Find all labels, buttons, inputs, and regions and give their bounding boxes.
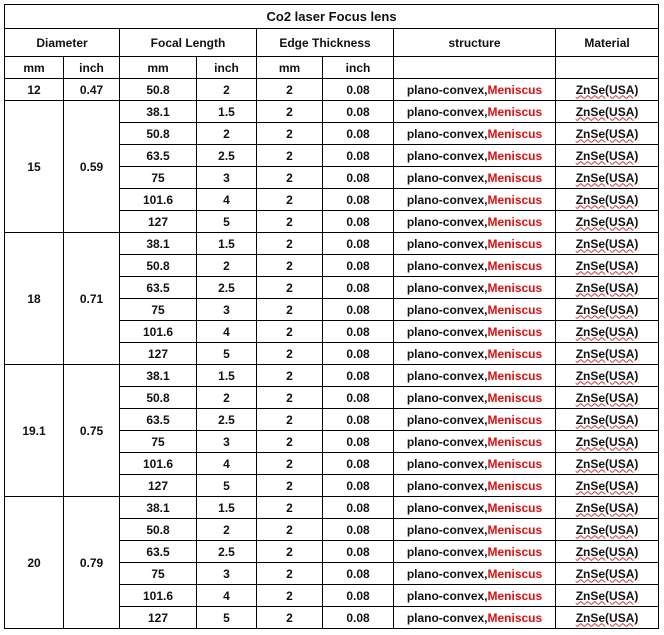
- focal-mm-cell: 63.5: [120, 145, 197, 167]
- header-edge-thickness: Edge Thickness: [257, 29, 394, 57]
- material-value: ZnSe(USA): [575, 192, 639, 207]
- structure-meniscus: Meniscus: [487, 104, 543, 119]
- unit-focal-mm: mm: [120, 57, 197, 79]
- material-value: ZnSe(USA): [575, 126, 639, 141]
- focal-inch-cell: 2.5: [197, 145, 257, 167]
- edge-mm-cell: 2: [257, 211, 323, 233]
- focal-mm-cell: 50.8: [120, 79, 197, 101]
- focal-mm-cell: 50.8: [120, 387, 197, 409]
- edge-mm-cell: 2: [257, 167, 323, 189]
- edge-mm-cell: 2: [257, 299, 323, 321]
- focal-mm-cell: 63.5: [120, 277, 197, 299]
- material-value: ZnSe(USA): [575, 434, 639, 449]
- material-cell: [556, 167, 659, 189]
- material-cell: [556, 497, 659, 519]
- edge-mm-cell: 2: [257, 563, 323, 585]
- structure-cell: [394, 167, 556, 189]
- material-cell: [556, 607, 659, 629]
- structure-meniscus: Meniscus: [487, 456, 543, 471]
- material-cell: [556, 211, 659, 233]
- focal-inch-cell: 2: [197, 123, 257, 145]
- structure-prefix: plano-convex,: [406, 346, 488, 361]
- material-cell: [556, 101, 659, 123]
- structure-meniscus: Meniscus: [487, 302, 543, 317]
- material-value: ZnSe(USA): [575, 214, 639, 229]
- structure-meniscus: Meniscus: [487, 544, 543, 559]
- material-cell: [556, 343, 659, 365]
- material-cell: [556, 541, 659, 563]
- focal-mm-cell: 75: [120, 431, 197, 453]
- focal-mm-cell: 101.6: [120, 453, 197, 475]
- focal-inch-cell: 3: [197, 431, 257, 453]
- edge-mm-cell: 2: [257, 101, 323, 123]
- material-cell: [556, 365, 659, 387]
- structure-cell: [394, 277, 556, 299]
- material-value: ZnSe(USA): [575, 478, 639, 493]
- structure-prefix: plano-convex,: [406, 456, 488, 471]
- structure-meniscus: Meniscus: [487, 500, 543, 515]
- edge-inch-cell: 0.08: [323, 563, 394, 585]
- material-cell: [556, 387, 659, 409]
- edge-mm-cell: 2: [257, 585, 323, 607]
- structure-prefix: plano-convex,: [406, 478, 488, 493]
- edge-inch-cell: 0.08: [323, 387, 394, 409]
- structure-prefix: plano-convex,: [406, 500, 488, 515]
- material-cell: [556, 233, 659, 255]
- edge-mm-cell: 2: [257, 475, 323, 497]
- material-value: ZnSe(USA): [575, 544, 639, 559]
- structure-prefix: plano-convex,: [406, 610, 488, 625]
- structure-cell: [394, 189, 556, 211]
- structure-prefix: plano-convex,: [406, 434, 488, 449]
- structure-cell: [394, 387, 556, 409]
- diameter-inch-cell: 0.59: [64, 101, 120, 233]
- focal-inch-cell: 2: [197, 255, 257, 277]
- diameter-inch-cell: 0.47: [64, 79, 120, 101]
- focal-inch-cell: 2.5: [197, 541, 257, 563]
- material-value: ZnSe(USA): [575, 456, 639, 471]
- unit-edge-inch: inch: [323, 57, 394, 79]
- unit-edge-mm: mm: [257, 57, 323, 79]
- focal-mm-cell: 38.1: [120, 101, 197, 123]
- edge-inch-cell: 0.08: [323, 233, 394, 255]
- structure-cell: [394, 475, 556, 497]
- structure-cell: [394, 497, 556, 519]
- unit-diameter-mm: mm: [5, 57, 64, 79]
- table-row: [5, 101, 659, 123]
- structure-prefix: plano-convex,: [406, 258, 488, 273]
- material-cell: [556, 321, 659, 343]
- focal-inch-cell: 1.5: [197, 497, 257, 519]
- focal-mm-cell: 75: [120, 167, 197, 189]
- edge-inch-cell: 0.08: [323, 541, 394, 563]
- focal-inch-cell: 2: [197, 79, 257, 101]
- material-cell: [556, 277, 659, 299]
- structure-cell: [394, 541, 556, 563]
- material-cell: [556, 255, 659, 277]
- diameter-mm-cell: 15: [5, 101, 64, 233]
- structure-prefix: plano-convex,: [406, 588, 488, 603]
- unit-structure-empty: [394, 57, 556, 79]
- structure-cell: [394, 79, 556, 101]
- structure-cell: [394, 563, 556, 585]
- structure-meniscus: Meniscus: [487, 82, 543, 97]
- material-cell: [556, 79, 659, 101]
- structure-cell: [394, 145, 556, 167]
- structure-prefix: plano-convex,: [406, 390, 488, 405]
- focal-inch-cell: 3: [197, 167, 257, 189]
- structure-meniscus: Meniscus: [487, 148, 543, 163]
- focal-inch-cell: 4: [197, 585, 257, 607]
- edge-mm-cell: 2: [257, 343, 323, 365]
- header-structure: structure: [394, 29, 556, 57]
- material-value: ZnSe(USA): [575, 610, 639, 625]
- structure-prefix: plano-convex,: [406, 368, 488, 383]
- structure-meniscus: Meniscus: [487, 214, 543, 229]
- structure-cell: [394, 585, 556, 607]
- focal-inch-cell: 3: [197, 563, 257, 585]
- material-value: ZnSe(USA): [575, 368, 639, 383]
- focal-mm-cell: 101.6: [120, 189, 197, 211]
- structure-meniscus: Meniscus: [487, 390, 543, 405]
- diameter-inch-cell: 0.75: [64, 365, 120, 497]
- material-cell: [556, 409, 659, 431]
- focal-inch-cell: 5: [197, 607, 257, 629]
- edge-inch-cell: 0.08: [323, 167, 394, 189]
- edge-inch-cell: 0.08: [323, 299, 394, 321]
- edge-inch-cell: 0.08: [323, 497, 394, 519]
- edge-mm-cell: 2: [257, 365, 323, 387]
- edge-inch-cell: 0.08: [323, 409, 394, 431]
- table-row: [5, 497, 659, 519]
- focal-inch-cell: 3: [197, 299, 257, 321]
- structure-prefix: plano-convex,: [406, 82, 488, 97]
- edge-inch-cell: 0.08: [323, 519, 394, 541]
- focal-mm-cell: 50.8: [120, 255, 197, 277]
- header-diameter: Diameter: [5, 29, 120, 57]
- edge-mm-cell: 2: [257, 387, 323, 409]
- focal-inch-cell: 1.5: [197, 101, 257, 123]
- edge-inch-cell: 0.08: [323, 189, 394, 211]
- structure-prefix: plano-convex,: [406, 412, 488, 427]
- structure-meniscus: Meniscus: [487, 126, 543, 141]
- edge-inch-cell: 0.08: [323, 475, 394, 497]
- header-material: Material: [556, 29, 659, 57]
- edge-mm-cell: 2: [257, 255, 323, 277]
- focal-inch-cell: 2: [197, 387, 257, 409]
- structure-meniscus: Meniscus: [487, 192, 543, 207]
- edge-mm-cell: 2: [257, 541, 323, 563]
- structure-meniscus: Meniscus: [487, 368, 543, 383]
- material-value: ZnSe(USA): [575, 390, 639, 405]
- structure-cell: [394, 343, 556, 365]
- structure-prefix: plano-convex,: [406, 566, 488, 581]
- material-value: ZnSe(USA): [575, 500, 639, 515]
- edge-mm-cell: 2: [257, 145, 323, 167]
- edge-mm-cell: 2: [257, 453, 323, 475]
- material-value: ZnSe(USA): [575, 148, 639, 163]
- structure-cell: [394, 211, 556, 233]
- structure-cell: [394, 321, 556, 343]
- material-value: ZnSe(USA): [575, 280, 639, 295]
- focal-inch-cell: 2.5: [197, 277, 257, 299]
- focal-inch-cell: 4: [197, 321, 257, 343]
- focal-inch-cell: 5: [197, 475, 257, 497]
- structure-cell: [394, 123, 556, 145]
- material-value: ZnSe(USA): [575, 412, 639, 427]
- diameter-mm-cell: 12: [5, 79, 64, 101]
- focal-mm-cell: 101.6: [120, 585, 197, 607]
- focal-mm-cell: 50.8: [120, 519, 197, 541]
- focal-inch-cell: 5: [197, 211, 257, 233]
- edge-inch-cell: 0.08: [323, 365, 394, 387]
- edge-mm-cell: 2: [257, 189, 323, 211]
- material-value: ZnSe(USA): [575, 522, 639, 537]
- focal-mm-cell: 38.1: [120, 233, 197, 255]
- diameter-inch-cell: 0.71: [64, 233, 120, 365]
- edge-inch-cell: 0.08: [323, 321, 394, 343]
- material-cell: [556, 189, 659, 211]
- structure-prefix: plano-convex,: [406, 544, 488, 559]
- structure-meniscus: Meniscus: [487, 258, 543, 273]
- material-value: ZnSe(USA): [575, 170, 639, 185]
- unit-focal-inch: inch: [197, 57, 257, 79]
- table-row: [5, 79, 659, 101]
- focal-mm-cell: 63.5: [120, 541, 197, 563]
- header-focal-length: Focal Length: [120, 29, 257, 57]
- edge-mm-cell: 2: [257, 607, 323, 629]
- material-cell: [556, 299, 659, 321]
- material-cell: [556, 519, 659, 541]
- focal-mm-cell: 101.6: [120, 321, 197, 343]
- focal-mm-cell: 127: [120, 211, 197, 233]
- structure-cell: [394, 431, 556, 453]
- focal-mm-cell: 75: [120, 299, 197, 321]
- focal-inch-cell: 1.5: [197, 233, 257, 255]
- material-value: ZnSe(USA): [575, 258, 639, 273]
- focal-inch-cell: 2.5: [197, 409, 257, 431]
- structure-meniscus: Meniscus: [487, 588, 543, 603]
- material-cell: [556, 123, 659, 145]
- focal-mm-cell: 127: [120, 607, 197, 629]
- edge-mm-cell: 2: [257, 409, 323, 431]
- diameter-mm-cell: 20: [5, 497, 64, 629]
- structure-prefix: plano-convex,: [406, 126, 488, 141]
- focal-mm-cell: 63.5: [120, 409, 197, 431]
- structure-cell: [394, 519, 556, 541]
- structure-cell: [394, 299, 556, 321]
- focal-inch-cell: 2: [197, 519, 257, 541]
- edge-inch-cell: 0.08: [323, 101, 394, 123]
- edge-mm-cell: 2: [257, 123, 323, 145]
- material-value: ZnSe(USA): [575, 566, 639, 581]
- edge-mm-cell: 2: [257, 79, 323, 101]
- structure-meniscus: Meniscus: [487, 478, 543, 493]
- material-cell: [556, 145, 659, 167]
- table-row: [5, 365, 659, 387]
- structure-prefix: plano-convex,: [406, 170, 488, 185]
- focal-mm-cell: 75: [120, 563, 197, 585]
- unit-material-empty: [556, 57, 659, 79]
- structure-cell: [394, 233, 556, 255]
- structure-meniscus: Meniscus: [487, 346, 543, 361]
- structure-prefix: plano-convex,: [406, 302, 488, 317]
- structure-cell: [394, 255, 556, 277]
- edge-mm-cell: 2: [257, 233, 323, 255]
- material-cell: [556, 431, 659, 453]
- edge-mm-cell: 2: [257, 431, 323, 453]
- focus-lens-table: [4, 4, 659, 629]
- focal-inch-cell: 5: [197, 343, 257, 365]
- structure-cell: [394, 409, 556, 431]
- structure-meniscus: Meniscus: [487, 566, 543, 581]
- table-row: [5, 233, 659, 255]
- edge-inch-cell: 0.08: [323, 607, 394, 629]
- focal-inch-cell: 1.5: [197, 365, 257, 387]
- structure-cell: [394, 101, 556, 123]
- material-cell: [556, 453, 659, 475]
- focal-mm-cell: 50.8: [120, 123, 197, 145]
- diameter-mm-cell: 19.1: [5, 365, 64, 497]
- material-value: ZnSe(USA): [575, 82, 639, 97]
- edge-inch-cell: 0.08: [323, 211, 394, 233]
- edge-mm-cell: 2: [257, 519, 323, 541]
- diameter-mm-cell: 18: [5, 233, 64, 365]
- material-value: ZnSe(USA): [575, 302, 639, 317]
- structure-meniscus: Meniscus: [487, 610, 543, 625]
- structure-prefix: plano-convex,: [406, 148, 488, 163]
- structure-prefix: plano-convex,: [406, 236, 488, 251]
- focal-inch-cell: 4: [197, 189, 257, 211]
- structure-prefix: plano-convex,: [406, 214, 488, 229]
- edge-inch-cell: 0.08: [323, 431, 394, 453]
- edge-inch-cell: 0.08: [323, 453, 394, 475]
- focal-inch-cell: 4: [197, 453, 257, 475]
- material-cell: [556, 585, 659, 607]
- material-cell: [556, 475, 659, 497]
- edge-inch-cell: 0.08: [323, 585, 394, 607]
- focal-mm-cell: 127: [120, 475, 197, 497]
- structure-prefix: plano-convex,: [406, 104, 488, 119]
- structure-prefix: plano-convex,: [406, 324, 488, 339]
- edge-inch-cell: 0.08: [323, 79, 394, 101]
- material-value: ZnSe(USA): [575, 104, 639, 119]
- material-value: ZnSe(USA): [575, 588, 639, 603]
- edge-inch-cell: 0.08: [323, 277, 394, 299]
- edge-inch-cell: 0.08: [323, 255, 394, 277]
- structure-meniscus: Meniscus: [487, 434, 543, 449]
- table-title: Co2 laser Focus lens: [5, 5, 659, 29]
- material-cell: [556, 563, 659, 585]
- edge-inch-cell: 0.08: [323, 343, 394, 365]
- material-value: ZnSe(USA): [575, 324, 639, 339]
- edge-inch-cell: 0.08: [323, 145, 394, 167]
- material-value: ZnSe(USA): [575, 346, 639, 361]
- structure-prefix: plano-convex,: [406, 192, 488, 207]
- structure-prefix: plano-convex,: [406, 280, 488, 295]
- structure-meniscus: Meniscus: [487, 170, 543, 185]
- edge-mm-cell: 2: [257, 321, 323, 343]
- focal-mm-cell: 127: [120, 343, 197, 365]
- structure-prefix: plano-convex,: [406, 522, 488, 537]
- material-value: ZnSe(USA): [575, 236, 639, 251]
- diameter-inch-cell: 0.79: [64, 497, 120, 629]
- focal-mm-cell: 38.1: [120, 365, 197, 387]
- structure-cell: [394, 453, 556, 475]
- edge-mm-cell: 2: [257, 497, 323, 519]
- structure-meniscus: Meniscus: [487, 236, 543, 251]
- structure-meniscus: Meniscus: [487, 280, 543, 295]
- unit-diameter-inch: inch: [64, 57, 120, 79]
- structure-meniscus: Meniscus: [487, 324, 543, 339]
- focal-mm-cell: 38.1: [120, 497, 197, 519]
- edge-mm-cell: 2: [257, 277, 323, 299]
- structure-meniscus: Meniscus: [487, 522, 543, 537]
- edge-inch-cell: 0.08: [323, 123, 394, 145]
- structure-cell: [394, 365, 556, 387]
- structure-meniscus: Meniscus: [487, 412, 543, 427]
- structure-cell: [394, 607, 556, 629]
